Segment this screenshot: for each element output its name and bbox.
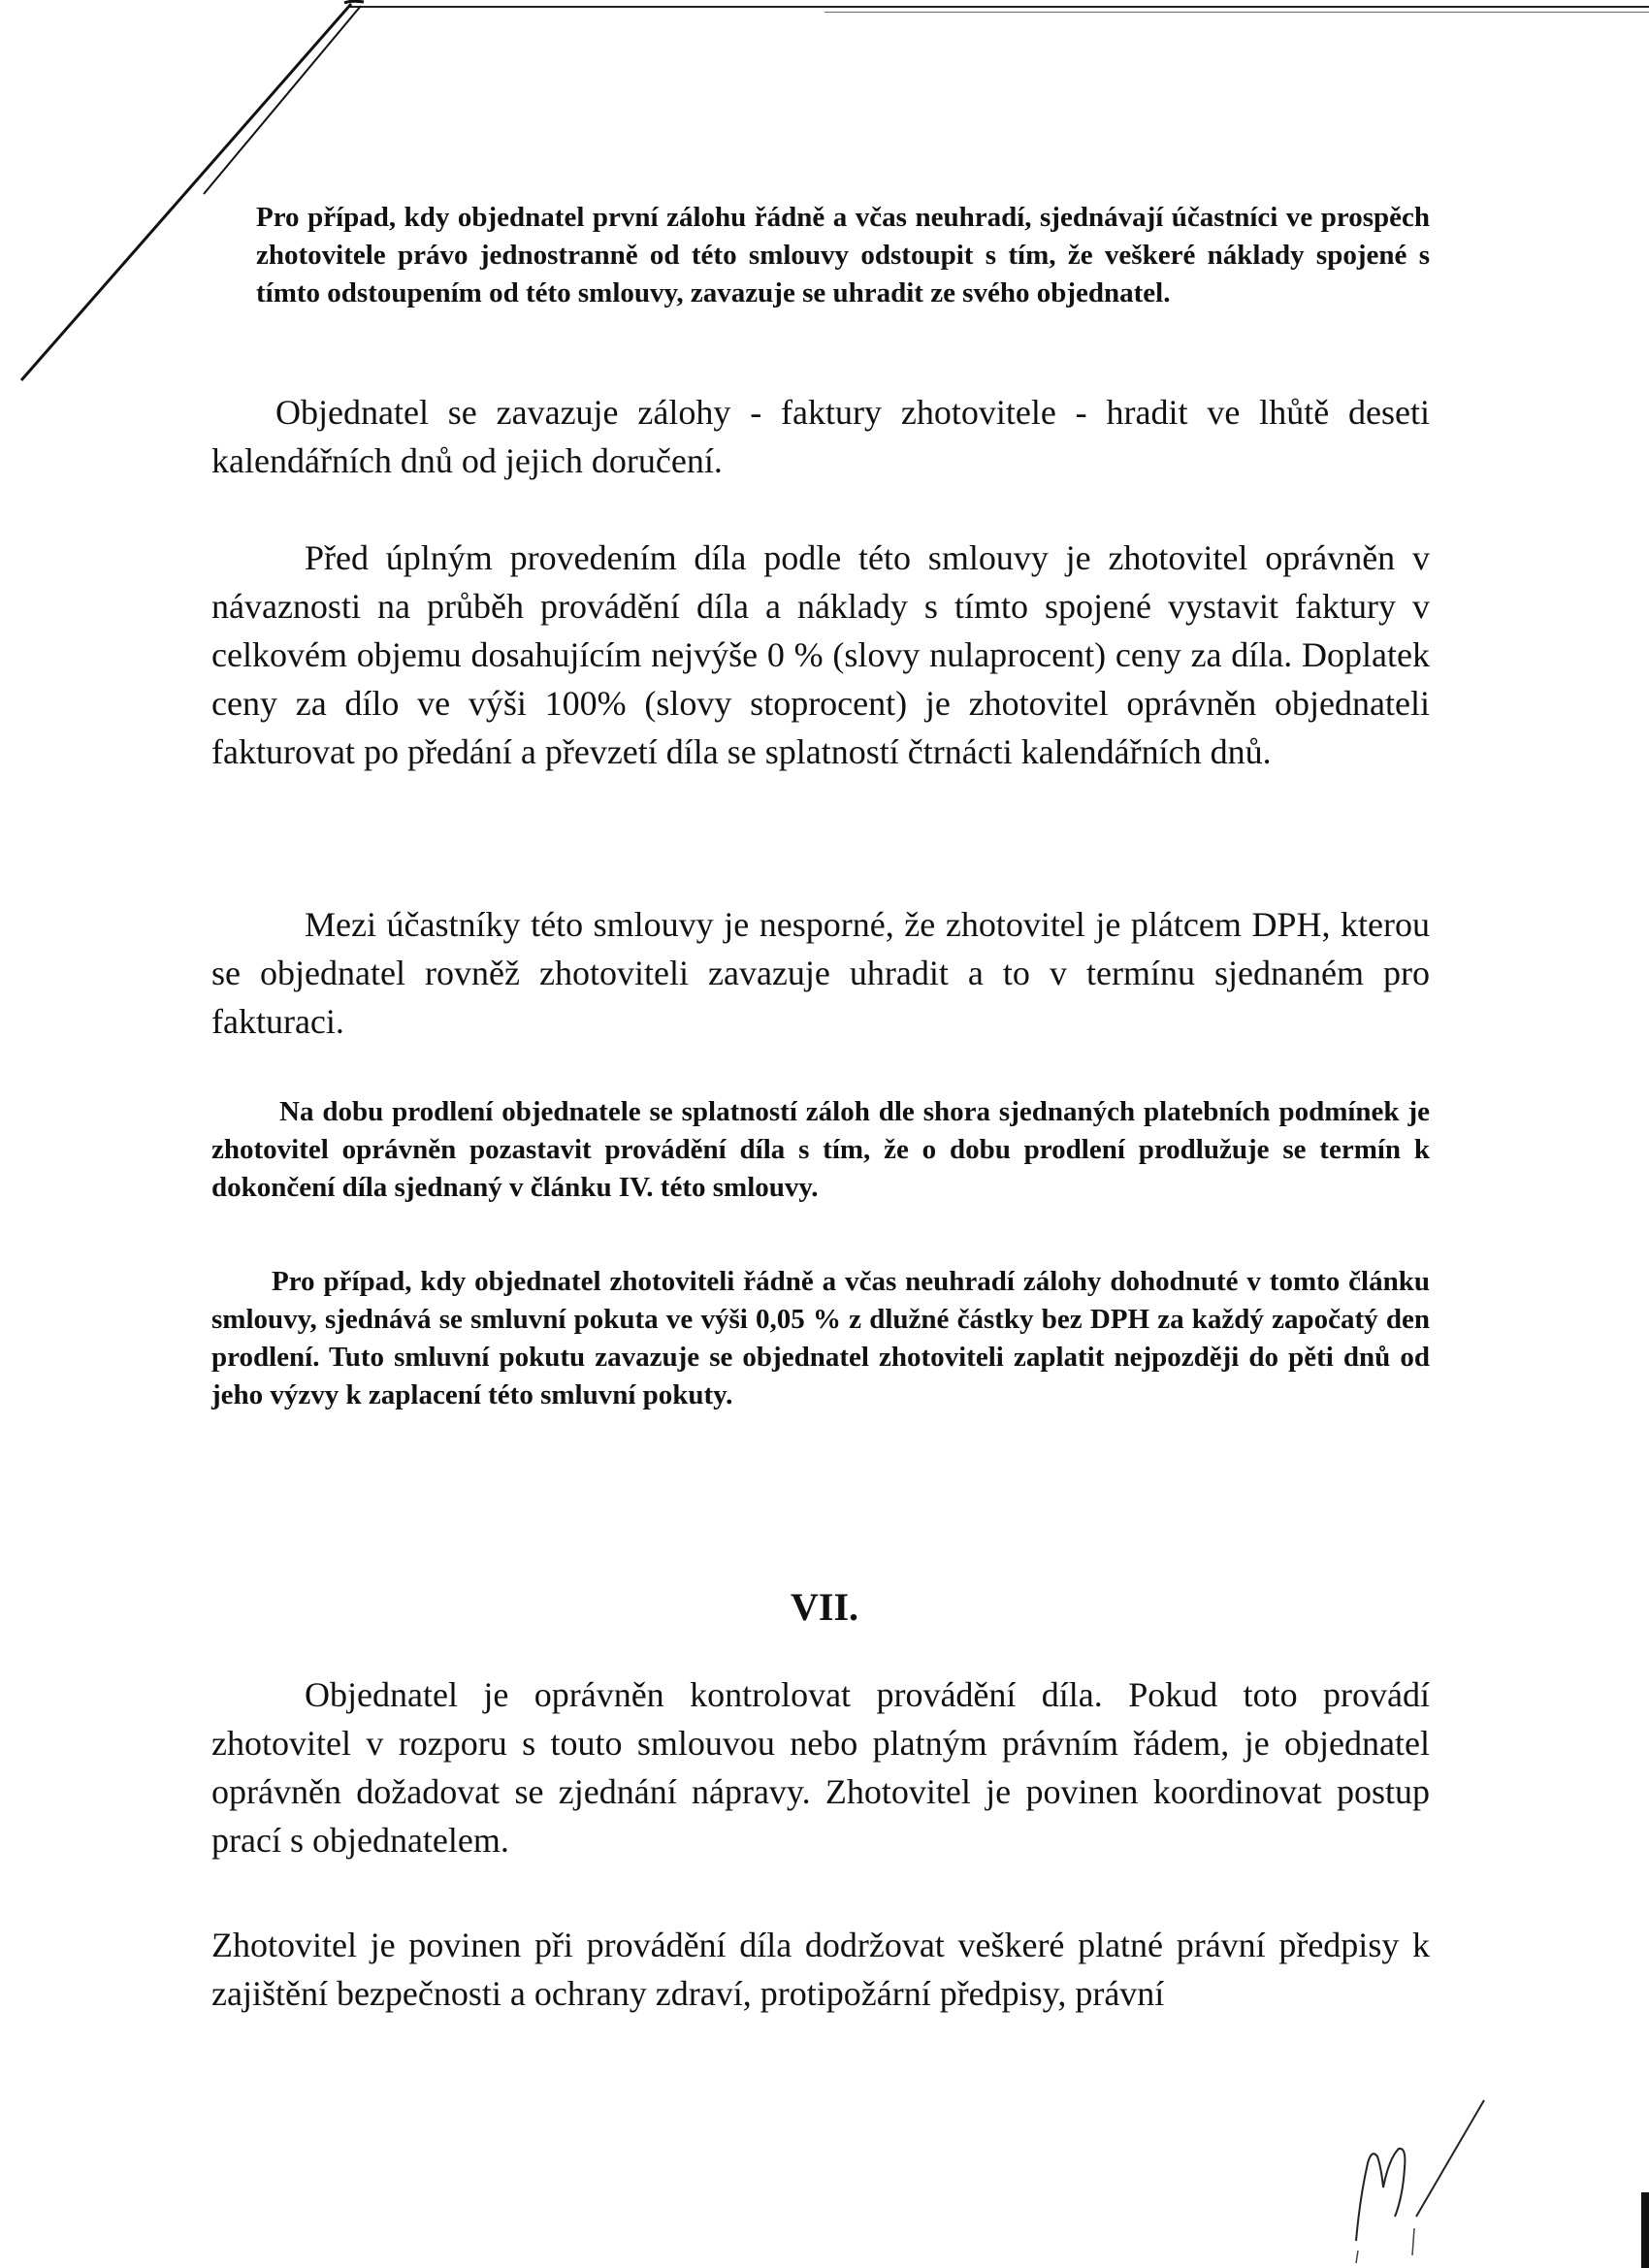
top-border-line [349,6,1649,8]
paragraph-vat-clause: Mezi účastníky této smlouvy je nesporné, že zhotovitel je plátcem DPH, kterou se objednatel rovněž zhotoviteli zavazuje uhradit a to v termínu sjednaném pro fakturaci. [211,905,1430,1041]
top-border-line-secondary [824,12,1649,13]
section-heading: VII. [790,1585,859,1629]
paragraph-advance-payment-deadline: Objednatel se zavazuje zálohy - faktury zhotovitele - hradit ve lhůtě deseti kalendářních dnů od jejich doručení. [211,393,1430,480]
paragraph-suspension-clause: Na dobu prodlení objednatele se splatností záloh dle shora sjednaných platebních podmínek je zhotovitel oprávněn pozastavit provádění díla s tím, že o dobu prodlení prodlužuje se termín k dokončení díla sjednaný v článku IV. této smlouvy. [211,1096,1430,1203]
paragraph-invoicing-terms: Před úplným provedením díla podle této smlouvy je zhotovitel oprávněn v návaznosti na průběh provádění díla a náklady s tímto spojené vystavit faktury v celkovém objemu dosahujícím nejvýše 0 % (slovy nulaprocent) ceny za díla. Doplatek ceny za dílo ve výši 100% (slovy stoprocent) je zhotovitel oprávněn objednateli fakturovat po předání a převzetí díla se splatností čtrnácti kalendářních dnů. [211,538,1430,771]
handwritten-initials-icon [1339,2071,1494,2265]
scan-edge-mark [1641,2192,1649,2268]
paragraph-safety-regulations: Zhotovitel je povinen při provádění díla dodržovat veškeré platné právní předpisy k zajištění bezpečnosti a ochrany zdraví, protipožární předpisy, právní [211,1926,1430,2013]
paragraph-first-advance-withdrawal: Pro případ, kdy objednatel první zálohu řádně a včas neuhradí, sjednávají účastníci ve prospěch zhotovitele právo jednostranně od této smlouvy odstoupit s tím, že veškeré náklady spojené s tímto odstoupením od této smlouvy, zavazuje se uhradit ze svého objednatel. [256,202,1430,308]
paragraph-contractual-penalty: Pro případ, kdy objednatel zhotoviteli řádně a včas neuhradí zálohy dohodnuté v tomto článku smlouvy, sjednává se smluvní pokuta ve výši 0,05 % z dlužné částky bez DPH za každý započatý den prodlení. Tuto smluvní pokutu zavazuje se objednatel zhotoviteli zaplatit nejpozději do pěti dnů od jeho výzvy k zaplacení této smluvní pokuty. [211,1266,1430,1410]
paragraph-inspection-rights: Objednatel je oprávněn kontrolovat provádění díla. Pokud toto provádí zhotovitel v rozporu s touto smlouvou nebo platným právním řádem, je objednatel oprávněn dožadovat se zjednání nápravy. Zhotovitel je povinen koordinovat postup prací s objednatelem. [211,1675,1430,1860]
